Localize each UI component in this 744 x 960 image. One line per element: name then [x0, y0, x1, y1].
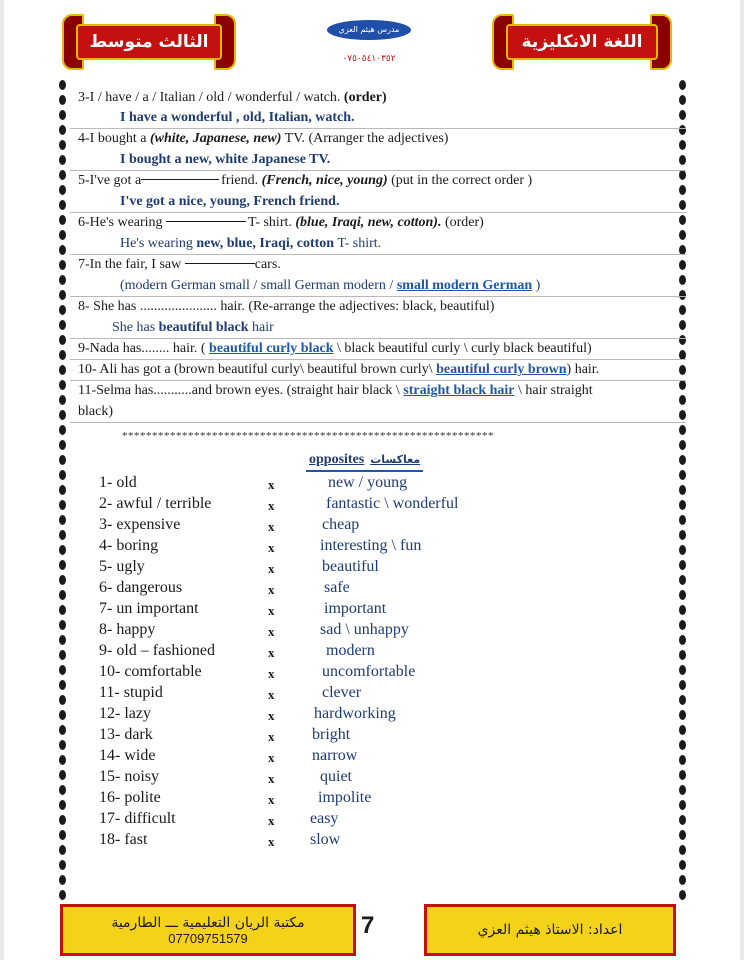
border-bead	[679, 335, 686, 345]
question-6: 6-He's wearing T- shirt. (blue, Iraqi, new, cotton). (order)	[78, 215, 484, 230]
question-5: 5-I've got a friend. (French, nice, young) (put in the correct order )	[78, 173, 533, 188]
options-7: (modern German small / small German modern / small modern German )	[120, 278, 541, 293]
opposite-word: 15- noisy	[99, 768, 159, 785]
opposite-word: 9- old – fashioned	[99, 642, 215, 659]
border-bead	[59, 155, 66, 165]
opposite-separator: x	[268, 477, 275, 492]
border-bead	[679, 200, 686, 210]
border-bead	[679, 575, 686, 585]
border-bead	[59, 515, 66, 525]
border-bead	[59, 740, 66, 750]
opposites-heading: opposites معاكسات	[306, 452, 423, 472]
border-bead	[59, 560, 66, 570]
border-bead	[679, 635, 686, 645]
opposite-answer: fantastic \ wonderful	[326, 495, 459, 512]
opposite-word: 7- un important	[99, 600, 199, 617]
border-bead	[679, 785, 686, 795]
opposite-separator: x	[268, 519, 275, 534]
ribbon-body	[506, 24, 658, 60]
border-bead	[679, 875, 686, 885]
border-bead	[679, 140, 686, 150]
border-bead	[59, 800, 66, 810]
opposite-separator: x	[268, 729, 275, 744]
border-bead	[59, 485, 66, 495]
border-bead	[59, 665, 66, 675]
opposite-answer: important	[324, 600, 387, 617]
border-bead	[679, 110, 686, 120]
row-rule	[70, 128, 686, 129]
opposite-answer: bright	[312, 726, 351, 743]
border-bead	[59, 575, 66, 585]
border-bead	[679, 185, 686, 195]
border-bead	[59, 605, 66, 615]
opposite-separator: x	[268, 603, 275, 618]
border-bead	[59, 650, 66, 660]
opposite-separator: x	[268, 750, 275, 765]
opposite-answer: hardworking	[314, 705, 396, 722]
opposite-word: 8- happy	[99, 621, 156, 638]
border-bead	[679, 650, 686, 660]
border-bead	[59, 365, 66, 375]
author-name: اعداد: الاستاذ هيثم العزي	[477, 922, 623, 938]
border-bead	[59, 350, 66, 360]
answer-4: I bought a new, white Japanese TV.	[120, 152, 331, 167]
logo-phone: ٠٧٥٠٥٤١٠٣٥٢	[342, 54, 396, 64]
answer-3: I have a wonderful , old, Italian, watch.	[120, 110, 355, 125]
opposite-answer: cheap	[322, 516, 360, 533]
border-bead	[679, 695, 686, 705]
opposite-separator: x	[268, 771, 275, 786]
border-bead	[679, 95, 686, 105]
question-4: 4-I bought a (white, Japanese, new) TV. (Arranger the adjectives)	[78, 131, 449, 146]
publisher-phone: 07709751579	[168, 930, 248, 946]
right-decorative-border	[676, 80, 690, 900]
opposite-word: 4- boring	[99, 537, 159, 554]
opposite-answer: safe	[324, 579, 350, 596]
border-bead	[59, 890, 66, 900]
border-bead	[59, 230, 66, 240]
opposite-separator: x	[268, 645, 275, 660]
opposite-word: 14- wide	[99, 747, 156, 764]
border-bead	[59, 335, 66, 345]
border-bead	[59, 845, 66, 855]
subject-ribbon	[492, 14, 672, 66]
border-bead	[679, 860, 686, 870]
border-bead	[679, 815, 686, 825]
opposite-answer: slow	[310, 831, 341, 848]
grade-label: الثالث متوسط	[89, 32, 209, 52]
opposite-word: 2- awful / terrible	[99, 495, 212, 512]
border-bead	[59, 260, 66, 270]
question-3: 3-I / have / a / Italian / old / wonderful / watch. (order)	[78, 90, 387, 105]
opposite-separator: x	[268, 708, 275, 723]
opposite-answer: narrow	[312, 747, 358, 764]
border-bead	[679, 425, 686, 435]
opposite-word: 12- lazy	[99, 705, 151, 722]
question-7: 7-In the fair, I saw cars.	[78, 257, 281, 272]
question-11-continued: black)	[78, 404, 113, 419]
border-bead	[59, 875, 66, 885]
border-bead	[679, 260, 686, 270]
opposite-answer: easy	[310, 810, 339, 827]
opposite-separator: x	[268, 834, 275, 849]
publisher-name: مكتبة الريان التعليمية ـــ الطارمية	[111, 914, 305, 931]
border-bead	[679, 80, 686, 90]
border-bead	[59, 500, 66, 510]
opposite-word: 3- expensive	[99, 516, 181, 533]
border-bead	[679, 590, 686, 600]
border-bead	[59, 635, 66, 645]
border-bead	[59, 380, 66, 390]
border-bead	[59, 860, 66, 870]
opposite-separator: x	[268, 540, 275, 555]
border-bead	[59, 470, 66, 480]
grade-ribbon	[62, 14, 236, 66]
border-bead	[679, 320, 686, 330]
border-bead	[59, 620, 66, 630]
opposite-word: 6- dangerous	[99, 579, 183, 596]
border-bead	[59, 830, 66, 840]
border-bead	[679, 620, 686, 630]
star-divider: **************************************************************	[122, 430, 494, 442]
border-bead	[679, 725, 686, 735]
opposite-separator: x	[268, 813, 275, 828]
opposite-separator: x	[268, 624, 275, 639]
row-rule	[70, 254, 686, 255]
opposite-answer: beautiful	[322, 558, 379, 575]
page-number: 7	[361, 912, 375, 939]
opposite-word: 5- ugly	[99, 558, 145, 575]
border-bead	[59, 395, 66, 405]
border-bead	[679, 275, 686, 285]
border-bead	[679, 800, 686, 810]
border-bead	[679, 530, 686, 540]
border-bead	[59, 590, 66, 600]
border-bead	[679, 155, 686, 165]
border-bead	[59, 695, 66, 705]
opposite-separator: x	[268, 561, 275, 576]
row-rule	[70, 380, 686, 381]
opposite-answer: sad \ unhappy	[320, 621, 409, 638]
border-bead	[59, 95, 66, 105]
opposite-word: 10- comfortable	[99, 663, 202, 680]
row-rule	[70, 296, 686, 297]
opposite-answer: interesting \ fun	[320, 537, 422, 554]
border-bead	[679, 215, 686, 225]
border-bead	[59, 215, 66, 225]
border-bead	[679, 845, 686, 855]
publisher-box	[60, 904, 356, 956]
row-rule	[70, 170, 686, 171]
answer-8: She has beautiful black hair	[112, 320, 274, 335]
border-bead	[679, 890, 686, 900]
border-bead	[679, 830, 686, 840]
border-bead	[59, 170, 66, 180]
page	[4, 0, 740, 960]
opposite-answer: new / young	[328, 474, 408, 491]
author-box	[424, 904, 676, 956]
border-bead	[59, 755, 66, 765]
border-bead	[59, 140, 66, 150]
border-bead	[679, 170, 686, 180]
border-bead	[59, 80, 66, 90]
opposite-word: 11- stupid	[99, 684, 163, 701]
border-bead	[59, 245, 66, 255]
border-bead	[59, 320, 66, 330]
border-bead	[59, 785, 66, 795]
border-bead	[59, 770, 66, 780]
border-bead	[679, 470, 686, 480]
border-bead	[679, 365, 686, 375]
border-bead	[679, 485, 686, 495]
opposite-answer: impolite	[318, 789, 372, 806]
border-bead	[679, 395, 686, 405]
border-bead	[59, 545, 66, 555]
logo-badge: مدرس هيثم العزي	[327, 20, 411, 40]
opposite-separator: x	[268, 582, 275, 597]
opposite-word: 1- old	[99, 474, 137, 491]
border-bead	[679, 410, 686, 420]
question-10: 10- Ali has got a (brown beautiful curly\ beautiful brown curly\ beautiful curly brown) hair.	[78, 362, 600, 377]
border-bead	[59, 440, 66, 450]
border-bead	[59, 305, 66, 315]
opposite-separator: x	[268, 792, 275, 807]
border-bead	[59, 680, 66, 690]
opposite-word: 16- polite	[99, 789, 161, 806]
border-bead	[59, 410, 66, 420]
border-bead	[59, 110, 66, 120]
border-bead	[679, 680, 686, 690]
border-bead	[679, 770, 686, 780]
row-rule	[70, 212, 686, 213]
question-11: 11-Selma has...........and brown eyes. (straight hair black \ straight black hair \ hair straight	[78, 383, 593, 398]
opposite-word: 13- dark	[99, 726, 153, 743]
border-bead	[59, 125, 66, 135]
border-bead	[59, 200, 66, 210]
question-8: 8- She has ...................... hair. (Re-arrange the adjectives: black, beautiful)	[78, 299, 495, 314]
border-bead	[59, 185, 66, 195]
border-bead	[679, 665, 686, 675]
answer-6: He's wearing new, blue, Iraqi, cotton T- shirt.	[120, 236, 382, 251]
opposite-word: 17- difficult	[99, 810, 176, 827]
opposite-answer: uncomfortable	[322, 663, 416, 680]
row-rule	[70, 422, 686, 423]
opposite-separator: x	[268, 687, 275, 702]
border-bead	[679, 230, 686, 240]
border-bead	[59, 725, 66, 735]
border-bead	[679, 560, 686, 570]
opposite-separator: x	[268, 498, 275, 513]
opposite-answer: quiet	[320, 768, 352, 785]
opposite-separator: x	[268, 666, 275, 681]
border-bead	[679, 605, 686, 615]
border-bead	[679, 305, 686, 315]
ribbon-body	[76, 24, 222, 60]
border-bead	[59, 425, 66, 435]
border-bead	[679, 380, 686, 390]
opposite-word: 18- fast	[99, 831, 148, 848]
border-bead	[59, 290, 66, 300]
question-9: 9-Nada has........ hair. ( beautiful curly black \ black beautiful curly \ curly black beautiful)	[78, 341, 592, 356]
answer-5: I've got a nice, young, French friend.	[120, 194, 340, 209]
subject-label: اللغة الانكليزية	[521, 32, 643, 52]
border-bead	[679, 710, 686, 720]
border-bead	[679, 500, 686, 510]
border-bead	[679, 545, 686, 555]
border-bead	[679, 440, 686, 450]
border-bead	[679, 515, 686, 525]
row-rule	[70, 338, 686, 339]
teacher-logo	[322, 20, 416, 76]
left-decorative-border	[56, 80, 70, 900]
row-rule	[70, 359, 686, 360]
border-bead	[679, 455, 686, 465]
border-bead	[679, 125, 686, 135]
opposite-answer: clever	[322, 684, 362, 701]
border-bead	[59, 815, 66, 825]
border-bead	[59, 530, 66, 540]
border-bead	[59, 455, 66, 465]
border-bead	[59, 275, 66, 285]
border-bead	[679, 290, 686, 300]
border-bead	[679, 740, 686, 750]
border-bead	[59, 710, 66, 720]
opposite-answer: modern	[326, 642, 375, 659]
border-bead	[679, 755, 686, 765]
